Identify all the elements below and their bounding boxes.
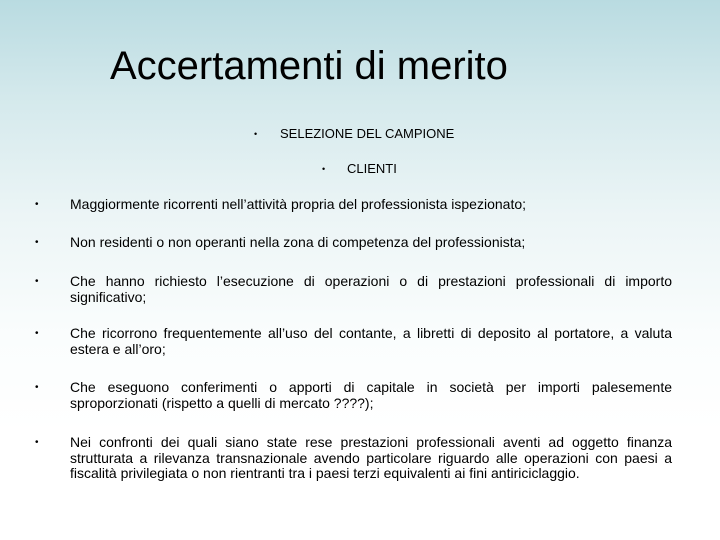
- bullet-icon: •: [35, 199, 39, 210]
- bullet-icon: •: [35, 382, 39, 393]
- subheading-label: CLIENTI: [347, 161, 397, 176]
- subheading-label: SELEZIONE DEL CAMPIONE: [280, 126, 455, 141]
- list-item-text: Che ricorrono frequentemente all’uso del contante, a libretti di deposito al portatore, a valuta estera e all’oro;: [70, 325, 672, 357]
- list-item-text: Maggiormente ricorrenti nell’attività propria del professionista ispezionato;: [70, 196, 527, 212]
- bullet-icon: •: [35, 276, 39, 287]
- bullet-icon: •: [322, 164, 326, 174]
- bullet-icon: •: [35, 437, 39, 448]
- slide-title: Accertamenti di merito: [110, 44, 508, 88]
- list-item-text: Che hanno richiesto l’esecuzione di operazioni o di prestazioni professionali di importo significativo;: [70, 273, 672, 305]
- list-item-text: Che eseguono conferimenti o apporti di capitale in società per importi palesemente sproporzionati (rispetto a quelli di mercato ????);: [70, 379, 672, 411]
- list-item-text: Nei confronti dei quali siano state rese prestazioni professionali aventi ad oggetto finanza strutturata a rilevanza transnazionale avendo particolare riguardo alle operazioni con paesi a fiscalità privilegiata o non rientranti tra i paesi terzi equivalenti ai fini antiriciclaggio.: [70, 434, 672, 481]
- bullet-icon: •: [35, 237, 39, 248]
- bullet-icon: •: [35, 328, 39, 339]
- bullet-icon: •: [254, 129, 258, 139]
- list-item-text: Non residenti o non operanti nella zona di competenza del professionista;: [70, 234, 526, 250]
